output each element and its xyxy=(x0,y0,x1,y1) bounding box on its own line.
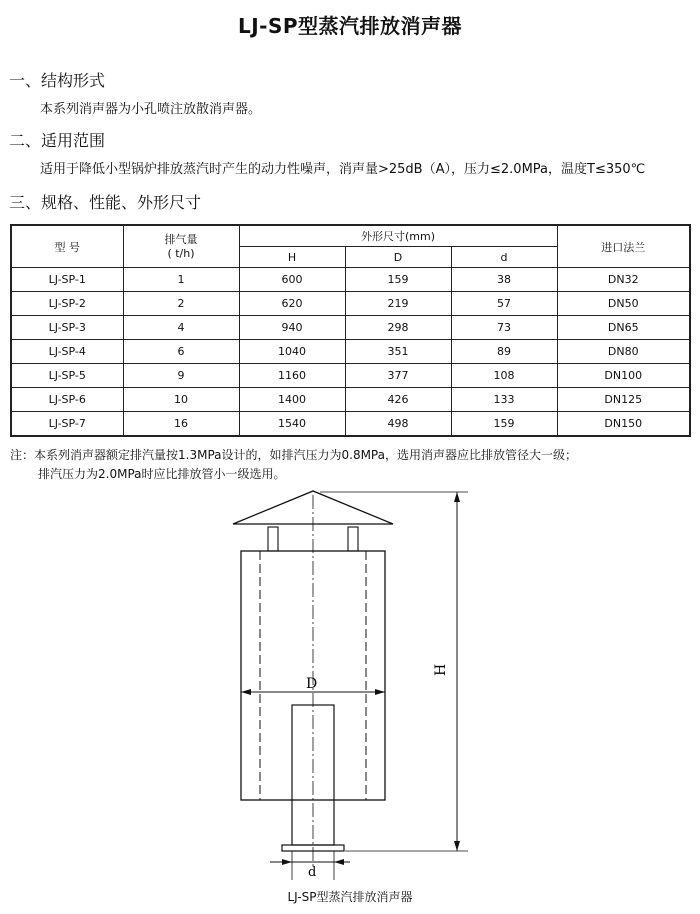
cell-d: 38 xyxy=(451,268,557,292)
cell-flange: DN50 xyxy=(557,292,690,316)
cell-H: 1400 xyxy=(239,388,345,412)
header-D: D xyxy=(345,247,451,268)
cell-model: LJ-SP-3 xyxy=(11,316,123,340)
cell-flange: DN150 xyxy=(557,412,690,437)
cell-H: 1160 xyxy=(239,364,345,388)
cell-flange: DN125 xyxy=(557,388,690,412)
cell-D: 351 xyxy=(345,340,451,364)
cell-H: 940 xyxy=(239,316,345,340)
cell-model: LJ-SP-1 xyxy=(11,268,123,292)
cell-model: LJ-SP-4 xyxy=(11,340,123,364)
cell-H: 600 xyxy=(239,268,345,292)
cell-d: 133 xyxy=(451,388,557,412)
section-heading-application: 二、适用范围 xyxy=(9,131,106,150)
cell-d: 108 xyxy=(451,364,557,388)
silencer-drawing xyxy=(0,480,700,890)
cap-support-left xyxy=(268,527,278,551)
dimension-label-H: H xyxy=(433,663,449,676)
section-heading-specs: 三、规格、性能、外形尺寸 xyxy=(9,193,202,212)
table-row xyxy=(11,388,690,412)
cell-flow: 2 xyxy=(123,292,239,316)
cell-D: 298 xyxy=(345,316,451,340)
cap-support-right xyxy=(348,527,358,551)
header-flow-unit: ( t/h) xyxy=(123,247,239,268)
cell-d: 89 xyxy=(451,340,557,364)
table-row xyxy=(11,364,690,388)
cell-flow: 1 xyxy=(123,268,239,292)
cell-flow: 16 xyxy=(123,412,239,437)
cell-D: 498 xyxy=(345,412,451,437)
cell-d: 159 xyxy=(451,412,557,437)
table-row xyxy=(11,316,690,340)
page-title: LJ-SP型蒸汽排放消声器 xyxy=(237,14,463,38)
header-model: 型 号 xyxy=(11,225,123,268)
cell-model: LJ-SP-7 xyxy=(11,412,123,437)
cell-flow: 4 xyxy=(123,316,239,340)
cell-D: 219 xyxy=(345,292,451,316)
cell-model: LJ-SP-5 xyxy=(11,364,123,388)
cell-flow: 10 xyxy=(123,388,239,412)
cell-flange: DN100 xyxy=(557,364,690,388)
header-flow: 排气量 xyxy=(123,225,239,247)
note-line-1: 注：本系列消声器额定排汽量按1.3MPa设计的，如排汽压力为0.8MPa，选用消声器应比排放管径大一级； xyxy=(10,448,577,462)
cell-H: 620 xyxy=(239,292,345,316)
cell-H: 1040 xyxy=(239,340,345,364)
table-row xyxy=(11,292,690,316)
table-row xyxy=(11,412,690,437)
cell-d: 73 xyxy=(451,316,557,340)
cell-H: 1540 xyxy=(239,412,345,437)
header-d: d xyxy=(451,247,557,268)
section-text-application: 适用于降低小型锅炉排放蒸汽时产生的动力性噪声，消声量>25dB（A），压力≤2.0MPa，温度T≤350℃ xyxy=(40,162,646,177)
cell-flange: DN65 xyxy=(557,316,690,340)
cell-flange: DN80 xyxy=(557,340,690,364)
cell-flange: DN32 xyxy=(557,268,690,292)
table-row xyxy=(11,268,690,292)
cell-d: 57 xyxy=(451,292,557,316)
header-flange: 进口法兰 xyxy=(557,225,690,268)
cell-D: 426 xyxy=(345,388,451,412)
spec-table xyxy=(10,224,691,437)
drawing-caption: LJ-SP型蒸汽排放消声器 xyxy=(287,890,413,904)
cell-D: 159 xyxy=(345,268,451,292)
dimension-label-d: d xyxy=(308,865,317,880)
section-heading-structure: 一、结构形式 xyxy=(9,71,106,90)
cell-model: LJ-SP-2 xyxy=(11,292,123,316)
cell-flow: 6 xyxy=(123,340,239,364)
cell-model: LJ-SP-6 xyxy=(11,388,123,412)
cell-flow: 9 xyxy=(123,364,239,388)
dimension-label-D: D xyxy=(306,676,318,692)
section-text-structure: 本系列消声器为小孔喷注放散消声器。 xyxy=(40,102,262,117)
header-dimensions: 外形尺寸(mm) xyxy=(239,225,557,247)
header-H: H xyxy=(239,247,345,268)
table-row xyxy=(11,340,690,364)
cell-D: 377 xyxy=(345,364,451,388)
note-line-2: 排汽压力为2.0MPa时应比排放管小一级选用。 xyxy=(38,467,286,481)
